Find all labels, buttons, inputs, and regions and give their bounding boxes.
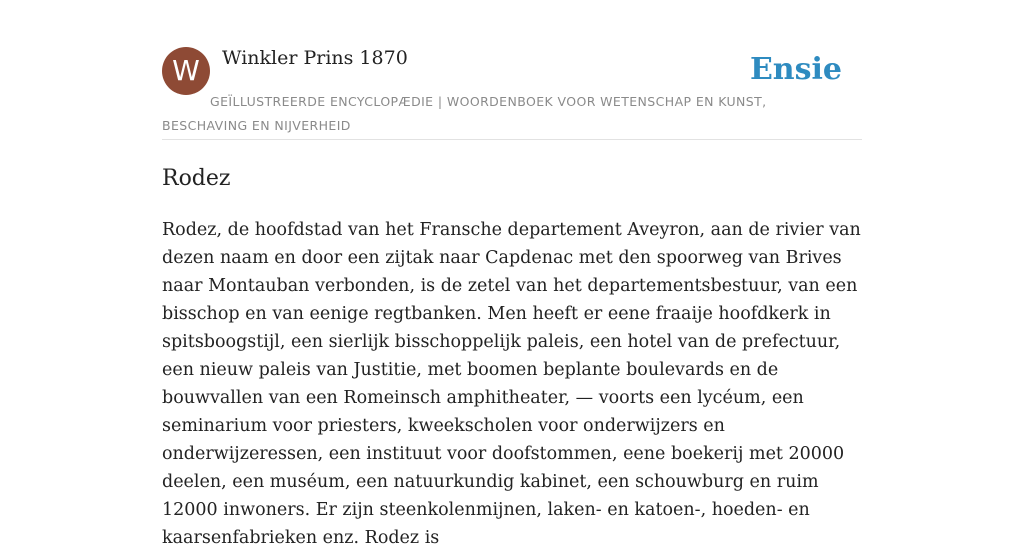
brand-logo[interactable]: Ensie bbox=[749, 52, 842, 87]
article-title: Rodez bbox=[162, 166, 231, 191]
article-body: Rodez, de hoofdstad van het Fransche departement Aveyron, aan de rivier van dezen naam en door een zijtak naar Capdenac met den spoorweg van Brives naar Montauban verbonden, is de zetel van het departementsbestuur, van een bisschop en van eenige regtbanken. Men heeft er eene fraaije hoofdkerk in spitsboogstijl, een sierlijk bisschoppelijk paleis, een hotel van de prefectuur, een nieuw paleis van Justitie, met boomen beplante boulevards en de bouwvallen van een Romeinsch amphitheater, — voorts een lycéum, een seminarium voor priesters, kweekscholen voor onderwijzers en onderwijzeressen, een instituut voor doofstommen, eene boekerij met 20000 deelen, een muséum, een natuurkundig kabinet, een schouwburg en ruim 12000 inwoners. Er zijn steenkolenmijnen, laken- en katoen-, hoeden- en kaarsenfabrieken enz. Rodez is bbox=[162, 220, 861, 548]
header-divider bbox=[162, 139, 862, 140]
source-avatar: W bbox=[162, 47, 210, 95]
source-title[interactable]: Winkler Prins 1870 bbox=[222, 47, 408, 69]
source-subtitle: GEÏLLUSTREERDE ENCYCLOPÆDIE | WOORDENBOEK VOOR WETENSCHAP EN KUNST, BESCHAVING EN NIJVERHEID bbox=[162, 94, 767, 133]
